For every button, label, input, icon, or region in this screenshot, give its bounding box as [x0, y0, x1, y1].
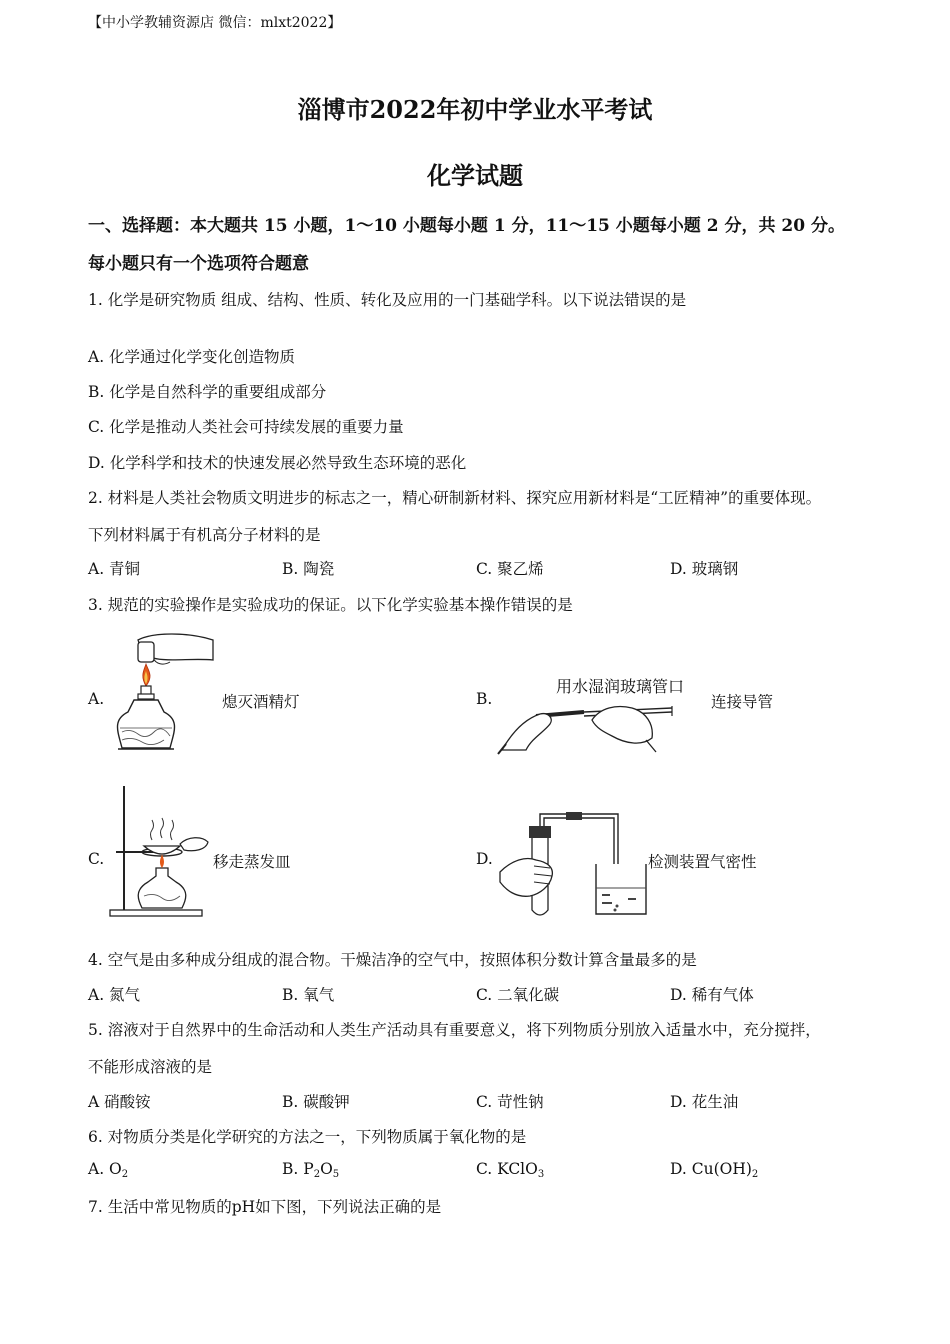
q1-option-d: D. 化学科学和技术的快速发展必然导致生态环境的恶化	[88, 454, 467, 472]
exam-subtitle: 化学试题	[427, 161, 523, 190]
q3-c-letter: C.	[88, 850, 105, 868]
q2-stem-line2: 下列材料属于有机高分子材料的是	[88, 526, 321, 544]
glass-tube-connection-illustration	[496, 694, 678, 756]
exam-title: 淄博市2022年初中学业水平考试	[297, 95, 653, 124]
q6-option-c: C. KClO$_3$	[476, 1160, 545, 1180]
section-heading-line1: 一、选择题：本大题共 15 小题，1～10 小题每小题 1 分，11～15 小题每小题 2 分，共 20 分。	[88, 216, 845, 236]
q3-d-letter: D.	[476, 850, 493, 868]
q6-option-a: A. $O_2$	[88, 1160, 129, 1180]
q2-option-d: D. 玻璃钢	[670, 560, 739, 578]
q4-option-d: D. 稀有气体	[670, 986, 754, 1004]
q5-option-a: A 硝酸铵	[88, 1093, 151, 1111]
q3-d-label: 检测装置气密性	[648, 853, 757, 871]
q3-a-letter: A.	[88, 690, 105, 708]
alcohol-lamp-cap-illustration	[108, 628, 220, 754]
q5-option-d: D. 花生油	[670, 1093, 739, 1111]
resource-header: 【中小学教辅资源店 微信：mlxt2022】	[88, 15, 342, 31]
q3-b-letter: B.	[476, 690, 493, 708]
evaporating-dish-stand-illustration	[106, 782, 212, 920]
q1-stem: 1. 化学是研究物质 组成、结构、性质、转化及应用的一门基础学科。以下说法错误的是	[88, 291, 687, 309]
q4-option-c: C. 二氧化碳	[476, 986, 560, 1004]
q5-option-c: C. 苛性钠	[476, 1093, 544, 1111]
q3-a-label: 熄灭酒精灯	[222, 693, 300, 711]
q4-stem: 4. 空气是由多种成分组成的混合物。干燥洁净的空气中，按照体积分数计算含量最多的是	[88, 951, 697, 969]
q6-option-b: B. $P_2O_5$	[282, 1160, 340, 1180]
q3-b-caption: 用水湿润玻璃管口	[556, 677, 685, 696]
q5-stem-line2: 不能形成溶液的是	[88, 1058, 213, 1076]
q1-option-b: B. 化学是自然科学的重要组成部分	[88, 383, 327, 401]
airtightness-test-illustration	[496, 806, 656, 922]
q6-stem: 6. 对物质分类是化学研究的方法之一，下列物质属于氧化物的是	[88, 1128, 527, 1146]
q2-stem-line1: 2. 材料是人类社会物质文明进步的标志之一，精心研制新材料、探究应用新材料是“工匠精神”的重要体现。	[88, 489, 822, 507]
q5-stem-line1: 5. 溶液对于自然界中的生命活动和人类生产活动具有重要意义，将下列物质分别放入适量水中，充分搅拌，	[88, 1021, 821, 1039]
q5-option-b: B. 碳酸钾	[282, 1093, 350, 1111]
q1-option-c: C. 化学是推动人类社会可持续发展的重要力量	[88, 418, 404, 436]
q7-stem: 7. 生活中常见物质的pH如下图，下列说法正确的是	[88, 1198, 442, 1216]
section-heading-line2: 每小题只有一个选项符合题意	[88, 254, 309, 274]
q2-option-b: B. 陶瓷	[282, 560, 335, 578]
q1-option-a: A. 化学通过化学变化创造物质	[88, 348, 296, 366]
q2-option-a: A. 青铜	[88, 560, 141, 578]
q2-option-c: C. 聚乙烯	[476, 560, 544, 578]
q3-c-label: 移走蒸发皿	[213, 853, 291, 871]
q4-option-a: A. 氮气	[88, 986, 141, 1004]
q3-b-label: 连接导管	[711, 693, 774, 711]
q4-option-b: B. 氧气	[282, 986, 335, 1004]
q6-option-d: D. $Cu(OH)_2$	[670, 1160, 759, 1180]
q3-stem: 3. 规范的实验操作是实验成功的保证。以下化学实验基本操作错误的是	[88, 596, 573, 614]
